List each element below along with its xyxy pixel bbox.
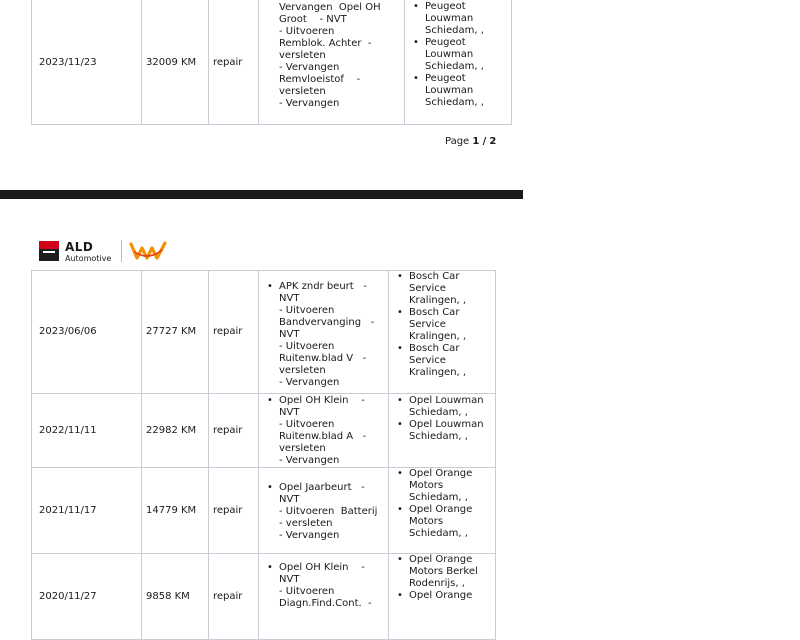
type-cell: repair [209,394,259,468]
type-cell: repair [209,554,259,640]
list-item: • Opel Orange [393,590,491,602]
work-cell [259,468,389,554]
type-cell: repair [209,468,259,554]
logo-divider [121,240,122,262]
list-item: • Opel Louwman Schiedam, , [393,419,491,443]
page-separator [0,190,523,199]
dealer-cell [389,271,496,394]
logo-subtitle: Automotive [65,254,112,263]
dealer-cell [389,468,496,554]
date-cell: 2023/06/06 [32,271,142,394]
type-cell: repair [209,0,259,125]
table-row [32,394,496,468]
dealer-list [393,468,491,540]
dealer-list [393,395,491,443]
dealer-cell [389,554,496,640]
km-cell: 9858 KM [142,554,209,640]
list-item: • Bosch Car Service Kralingen, , [393,307,491,343]
date-cell: 2022/11/11 [32,394,142,468]
list-item: • Opel OH Klein - NVT - Uitvoeren Ruitenw.blad A - versleten - Vervangen [263,395,384,467]
km-cell: 32009 KM [142,0,209,125]
date-cell: 2021/11/17 [32,468,142,554]
dealer-cell [405,0,512,125]
km-cell: 14779 KM [142,468,209,554]
table-row [32,468,496,554]
list-item: • Peugeot Louwman Schiedam, , [409,37,507,73]
list-item: • APK zndr beurt - NVT - Uitvoeren Bandvervanging - NVT - Uitvoeren Ruitenw.blad V - versleten - Vervangen [263,281,384,389]
logo-brand: ALD [65,240,94,254]
list-item: • Opel OH Klein - NVT - Uitvoeren Diagn.Find.Cont. - [263,562,384,610]
list-item: • Opel Orange Motors Schiedam, , [393,504,491,540]
work-cell [259,271,389,394]
dealer-list [393,554,491,602]
list-item: • Peugeot Louwman Schiedam, , [409,1,507,37]
ald-automotive-logo [39,239,179,265]
type-cell: repair [209,271,259,394]
list-item: • Opel Jaarbeurt - NVT - Uitvoeren Batterij - versleten - Vervangen [263,482,384,542]
history-table-page2 [31,270,496,640]
page-number: Page 1 / 2 [445,136,497,147]
list-item: • Opel Orange Motors Schiedam, , [393,468,491,504]
table-row [32,554,496,640]
km-cell: 22982 KM [142,394,209,468]
date-cell: 2020/11/27 [32,554,142,640]
date-cell: 2023/11/23 [32,0,142,125]
work-cell [259,554,389,640]
table-row [32,0,512,125]
dealer-list [393,271,491,379]
list-item: • Bosch Car Service Kralingen, , [393,271,491,307]
list-item: • Opel Louwman Schiedam, , [393,395,491,419]
history-table-page1 [31,0,512,125]
work-cell: Vervangen Opel OH Groot - NVT - Uitvoeren Remblok. Achter - versleten - Vervangen Remvloeistof - versleten - Vervangen [259,0,405,125]
ald-logo-icon [39,241,59,261]
list-item: • Bosch Car Service Kralingen, , [393,343,491,379]
dealer-cell [389,394,496,468]
dealer-list [409,1,507,109]
table-row [32,271,496,394]
list-item: • Peugeot Louwman Schiedam, , [409,73,507,109]
work-cell [259,394,389,468]
list-item: • Opel Orange Motors Berkel Rodenrijs, , [393,554,491,590]
km-cell: 27727 KM [142,271,209,394]
leaseplan-logo-icon [129,239,167,263]
